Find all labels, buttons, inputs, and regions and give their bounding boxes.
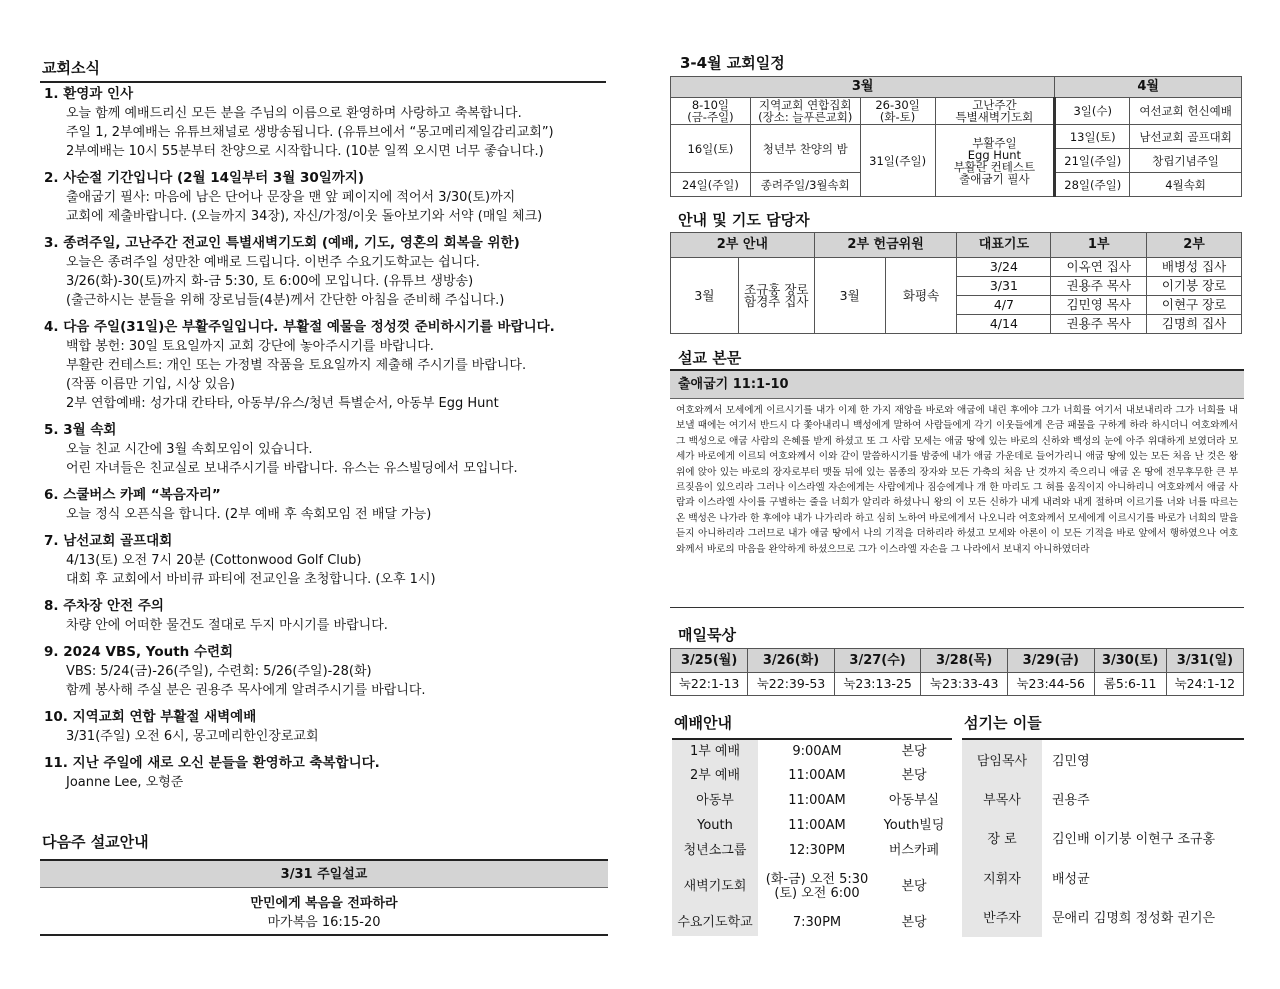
guide-names: 조규홍 장로 함경주 집사 [738, 258, 814, 334]
servant-row [962, 897, 1244, 937]
worship-time: 12:30PM [788, 842, 846, 858]
second-prayer: 이기붕 장로 [1147, 277, 1242, 296]
daily-reference: 눅22:1-13 [671, 673, 748, 696]
worship-row [672, 813, 952, 838]
news-item-line: 2부예배는 10시 55분부터 찬양으로 시작합니다. (10분 일찍 오시면 너무 좋습니다.) [66, 144, 544, 159]
servant-role: 반주자 [962, 897, 1042, 937]
second-prayer: 김명희 집사 [1147, 315, 1242, 334]
news-item-title: 7. 남선교회 골프대회 [44, 533, 173, 549]
duty-table [670, 232, 1242, 334]
april-date: 21일(주일) [1055, 149, 1130, 173]
worship-table [672, 738, 952, 936]
daily-refs-row [671, 673, 1244, 696]
next-sermon-heading: 다음주 설교안내 [42, 833, 149, 851]
daily-date: 3/29(금) [1007, 649, 1094, 673]
worship-time: 7:30PM [792, 915, 842, 931]
news-item [44, 707, 606, 746]
daily-reference: 눅22:39-53 [748, 673, 835, 696]
news-item-line: 3/31(주일) 오전 6시, 몽고메리한인장로교회 [66, 729, 319, 744]
news-item-title: 3. 종려주일, 고난주간 전교인 특별새벽기도회 (예배, 기도, 영혼의 회복을 위한) [44, 235, 520, 251]
news-item-line: 대회 후 교회에서 바비큐 파티에 전교인을 초청합니다. (오후 1시) [66, 572, 436, 587]
news-item [44, 596, 606, 635]
march-date: 16일(토) [671, 125, 751, 173]
news-item-line: 함께 봉사해 주실 분은 권용주 목사에게 알려주시기를 바랍니다. [66, 683, 426, 698]
daily-date: 3/25(월) [671, 649, 748, 673]
news-item-title: 10. 지역교회 연합 부활절 새벽예배 [44, 709, 257, 725]
worship-name: Youth [672, 813, 758, 838]
news-item-line: 어린 자녀들은 친교실로 보내주시기를 바랍니다. 유스는 유스빌딩에서 모입니다. [66, 461, 518, 476]
next-sermon-title: 만민에게 복음을 전파하라 [250, 896, 398, 911]
news-item [44, 420, 606, 478]
daily-dates-row [671, 649, 1244, 673]
daily-date: 3/27(수) [834, 649, 921, 673]
servant-role: 지휘자 [962, 858, 1042, 898]
second-service-header: 2부 [1147, 233, 1242, 258]
scripture-text: 여호와께서 모세에게 이르시기를 내가 이제 한 가지 재앙을 바로와 애굽에 내린 후에야 그가 너희를 여기서 내보내리라 그가 너희를 내보낼 때에는 여기서 반드시 다 쫓아내리니 백성에게 말하여 사람들에게 각기 이웃들에게 은금 패물을 구하게 하라 하시더니 여호와께서 그 백성으로 애굽 사람의 은혜를 받게 하셨고 또 그 사람 모세는 애굽 땅에 있는 바로의 신하와 백성의 눈에 아주 위대하게 보였더라 모세가 바로에게 이르되 여호와께서 이와 같이 말씀하시기를 밤중에 내가 애굽 가운데로 들어가리니 애굽 땅에 있는 모든 처음 난 것은 왕위에 앉아 있는 바로의 장자로부터 맷돌 뒤에 있는 몸종의 장자와 모든 가축의 처음 난 것까지 죽으리니 애굽 온 땅에 전무후무한 큰 부르짖음이 있으리라 그러나 이스라엘 자손에게는 사람에게나 짐승에게나 개 한 마리도 그 혀를 움직이지 아니하리니 여호와께서 애굽 사람과 이스라엘 사이를 구별하는 줄을 너희가 알리라 하셨나니 왕의 이 모든 신하가 내게 내려와 내게 절하며 이르기를 너와 너를 따르는 온 백성은 나가라 한 후에야 내가 나가리라 하고 심히 노하여 바로에게서 나오니라 여호와께서 모세에게 이르시기를 바로가 너희의 말을 듣지 아니하리라 그러므로 내가 애굽 땅에서 나의 기적을 더하리라 하셨고 모세와 아론이 이 모든 기적을 바로 앞에서 행하였으나 여호와께서 바로의 마음을 완악하게 하셨으므로 그가 이스라엘 자손을 그 나라에서 보내지 아니하였더라 [676, 405, 1238, 555]
first-prayer: 권용주 목사 [1051, 315, 1147, 334]
worship-name: 새벽기도회 [672, 863, 758, 911]
news-item-title: 6. 스쿨버스 카페 “복음자리” [44, 487, 221, 503]
news-item-line: 교회에 제출바랍니다. (오늘까지 34장), 자신/가정/이웃 돌아보기와 서약 (매일 체크) [66, 209, 543, 224]
march-date: 8-10일 (금-주일) [671, 98, 751, 125]
worship-row [672, 739, 952, 764]
servant-names: 김인배 이기붕 이현구 조규홍 [1052, 832, 1216, 848]
worship-name: 1부 예배 [672, 739, 758, 764]
prayer-date: 4/7 [957, 296, 1051, 315]
divider [40, 81, 606, 83]
servant-role: 담임목사 [962, 739, 1042, 779]
news-item-line: 오늘은 종려주일 성만찬 예배로 드립니다. 이번주 수요기도학교는 쉽니다. [66, 255, 480, 270]
news-item [44, 531, 606, 589]
news-item-title: 5. 3월 속회 [44, 422, 117, 438]
news-item-line: 백합 봉헌: 30일 토요일까지 교회 강단에 놓아주시기를 바랍니다. [66, 339, 434, 354]
worship-name: 2부 예배 [672, 764, 758, 789]
march-date: 24일(주일) [671, 173, 751, 197]
daily-table [670, 648, 1244, 696]
worship-place: 본당 [901, 768, 927, 784]
offering-header: 2부 헌금위원 [814, 233, 957, 258]
scripture-heading: 설교 본문 [678, 349, 742, 367]
worship-name: 아동부 [672, 789, 758, 814]
daily-reference: 눅23:13-25 [834, 673, 921, 696]
prayer-date: 3/24 [957, 258, 1051, 277]
worship-heading: 예배안내 [674, 714, 732, 732]
worship-name: 청년소그룹 [672, 838, 758, 863]
march-header: 3월 [671, 77, 1055, 98]
news-item-line: 부활란 컨테스트: 개인 또는 가정별 작품을 토요일까지 제출해 주시기를 바랍니다. [66, 358, 527, 373]
daily-reference: 눅24:1-12 [1166, 673, 1243, 696]
divider [670, 607, 1244, 608]
news-item-line: 오늘 정식 오픈식을 합니다. (2부 예배 후 속회모임 전 배달 가능) [66, 507, 432, 522]
daily-date: 3/30(토) [1094, 649, 1166, 673]
news-item-line: 3/26(화)-30(토)까지 화-금 5:30, 토 6:00에 모입니다. (유튜브 생방송) [66, 274, 474, 289]
guide-month: 3월 [671, 258, 739, 334]
servants-table [962, 738, 1244, 937]
servant-row [962, 739, 1244, 779]
prayer-date: 3/31 [957, 277, 1051, 296]
first-prayer: 권용주 목사 [1051, 277, 1147, 296]
servant-row [962, 818, 1244, 858]
prayer-date: 4/14 [957, 315, 1051, 334]
news-item-line: 2부 연합예배: 성가대 칸타타, 아동부/유스/청년 특별순서, 아동부 Egg Hunt [66, 396, 499, 411]
next-sermon-box [40, 859, 608, 936]
march-event: 종려주일/3월속회 [750, 173, 860, 197]
news-item-line: 4/13(토) 오전 7시 20분 (Cottonwood Golf Club) [66, 553, 362, 568]
news-item-line: (작품 이름만 기입, 시상 있음) [66, 377, 235, 392]
worship-place: 본당 [901, 743, 927, 759]
servant-names: 김민영 [1052, 753, 1090, 769]
guide-header: 2부 안내 [671, 233, 815, 258]
servant-role: 장 로 [962, 818, 1042, 858]
news-item [44, 168, 606, 226]
servant-names: 문애리 김명희 정성화 권기은 [1052, 911, 1216, 927]
news-item [44, 753, 606, 792]
news-item-line: VBS: 5/24(금)-26(주일), 수련회: 5/26(주일)-28(화) [66, 664, 372, 679]
worship-name: 수요기도학교 [672, 911, 758, 936]
first-prayer: 이옥연 집사 [1051, 258, 1147, 277]
prayer-header: 대표기도 [957, 233, 1051, 258]
daily-date: 3/26(화) [748, 649, 835, 673]
worship-place: Youth빌딩 [883, 817, 945, 833]
march-event: 고난주간 특별새벽기도회 [935, 98, 1055, 125]
daily-date: 3/28(목) [921, 649, 1008, 673]
daily-reference: 눅23:44-56 [1007, 673, 1094, 696]
march-date: 31일(주일) [860, 125, 935, 197]
news-list [44, 84, 606, 799]
news-item [44, 317, 606, 413]
duty-heading: 안내 및 기도 담당자 [678, 211, 810, 229]
april-date: 3일(수) [1055, 98, 1130, 125]
april-header: 4월 [1055, 77, 1242, 98]
daily-heading: 매일묵상 [678, 626, 736, 644]
news-item [44, 84, 606, 161]
news-item-line: 차량 안에 어떠한 물건도 절대로 두지 마시기를 바랍니다. [66, 618, 388, 633]
news-item [44, 233, 606, 310]
news-item-title: 2. 사순절 기간입니다 (2월 14일부터 3월 30일까지) [44, 170, 365, 186]
worship-row [672, 838, 952, 863]
servants-heading: 섬기는 이들 [964, 714, 1042, 732]
worship-row [672, 863, 952, 911]
schedule-heading: 3-4월 교회일정 [680, 54, 785, 72]
april-event: 4월속회 [1130, 173, 1242, 197]
offering-group: 화평속 [885, 258, 957, 334]
servant-row [962, 858, 1244, 898]
daily-date: 3/31(일) [1166, 649, 1243, 673]
news-heading: 교회소식 [42, 59, 100, 77]
worship-time: 11:00AM [788, 792, 846, 808]
news-item-title: 11. 지난 주일에 새로 오신 분들을 환영하고 축복합니다. [44, 755, 380, 771]
worship-row [672, 764, 952, 789]
worship-row [672, 789, 952, 814]
news-item-line: 오늘 함께 예배드리신 모든 분을 주님의 이름으로 환영하며 사랑하고 축복합니다. [66, 106, 522, 121]
news-item-title: 4. 다음 주일(31일)은 부활주일입니다. 부활절 예물을 정성껏 준비하시기를 바랍니다. [44, 319, 555, 335]
servant-names: 배성균 [1052, 871, 1090, 887]
news-item-line: 출애굽기 필사: 마음에 남은 단어나 문장을 맨 앞 페이지에 적어서 3/30(토)까지 [66, 190, 516, 205]
april-date: 28일(주일) [1055, 173, 1130, 197]
first-prayer: 김민영 목사 [1051, 296, 1147, 315]
offering-month: 3월 [814, 258, 885, 334]
march-event: 부활주일 Egg Hunt 부활란 컨테스트 출애굽기 필사 [935, 125, 1055, 197]
servant-role: 부목사 [962, 779, 1042, 819]
news-item-line: 오늘 친교 시간에 3월 속회모임이 있습니다. [66, 442, 313, 457]
news-item-title: 9. 2024 VBS, Youth 수련회 [44, 644, 234, 660]
next-sermon-date: 3/31 주일설교 [40, 861, 608, 888]
worship-time: 11:00AM [788, 817, 846, 833]
next-sermon-reference: 마가복음 16:15-20 [267, 915, 381, 930]
worship-place: 버스카페 [888, 842, 940, 858]
daily-reference: 눅23:33-43 [921, 673, 1008, 696]
worship-row [672, 911, 952, 936]
news-item-title: 1. 환영과 인사 [44, 86, 134, 102]
news-item [44, 485, 606, 524]
march-event: 청년부 찬양의 밤 [750, 125, 860, 173]
april-date: 13일(토) [1055, 125, 1130, 149]
news-item-line: Joanne Lee, 오형준 [66, 775, 184, 790]
servant-row [962, 779, 1244, 819]
schedule-table [670, 76, 1242, 197]
march-date: 26-30일 (화-토) [860, 98, 935, 125]
april-event: 창립기념주일 [1130, 149, 1242, 173]
news-item-line: (출근하시는 분들을 위해 장로님들(4분)께서 간단한 아침을 준비해 주십니다.) [66, 293, 505, 308]
second-prayer: 배병성 집사 [1147, 258, 1242, 277]
worship-place: 본당 [901, 878, 927, 894]
worship-time: 9:00AM [792, 743, 842, 759]
news-item-line: 주일 1, 2부예배는 유튜브채널로 생방송됩니다. (유튜브에서 “몽고메리제일감리교회”) [66, 125, 554, 140]
april-event: 남선교회 골프대회 [1130, 125, 1242, 149]
worship-place: 본당 [901, 915, 927, 931]
servant-names: 권용주 [1052, 792, 1090, 808]
march-event: 지역교회 연합집회 (장소: 늘푸른교회) [750, 98, 860, 125]
daily-reference: 롬5:6-11 [1094, 673, 1166, 696]
first-service-header: 1부 [1051, 233, 1147, 258]
second-prayer: 이현구 장로 [1147, 296, 1242, 315]
worship-time: 11:00AM [788, 768, 846, 784]
worship-time: (화-금) 오전 5:30 (토) 오전 6:00 [765, 871, 869, 901]
news-item-title: 8. 주차장 안전 주의 [44, 598, 164, 614]
scripture-reference: 출애굽기 11:1-10 [670, 369, 1244, 399]
worship-place: 아동부실 [888, 792, 940, 808]
news-item [44, 642, 606, 700]
april-event: 여선교회 헌신예배 [1130, 98, 1242, 125]
